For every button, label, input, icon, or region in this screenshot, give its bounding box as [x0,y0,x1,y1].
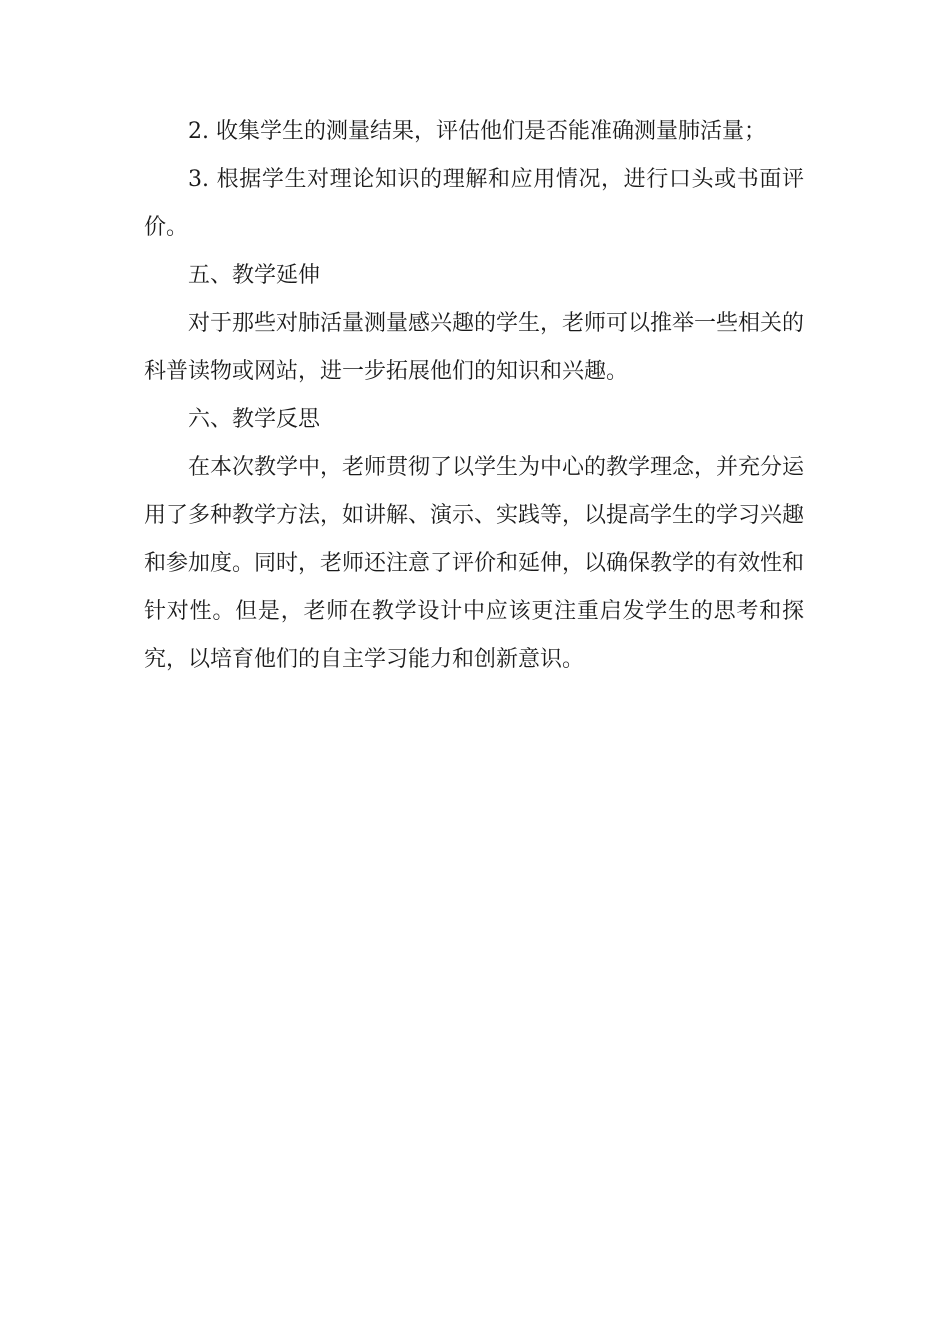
section-6-paragraph: 在本次教学中，老师贯彻了以学生为中心的教学理念，并充分运用了多种教学方法，如讲解、演示、实践等，以提高学生的学习兴趣和参加度。同时，老师还注意了评价和延伸，以确保教学的有效性和针对性。但是，老师在教学设计中应该更注重启发学生的思考和探究，以培育他们的自主学习能力和创新意识。 [144,455,805,672]
section-6-heading: 六、教学反思 [188,407,321,432]
section-5-paragraph: 对于那些对肺活量测量感兴趣的学生，老师可以推举一些相关的科普读物或网站，进一步拓展他们的知识和兴趣。 [144,311,805,384]
evaluation-item-3: 3. 根据学生对理论知识的理解和应用情况，进行口头或书面评价。 [144,167,804,240]
section-5-heading: 五、教学延伸 [188,263,321,288]
evaluation-item-2: 2. 收集学生的测量结果，评估他们是否能准确测量肺活量； [188,119,766,144]
document-body [144,108,804,684]
